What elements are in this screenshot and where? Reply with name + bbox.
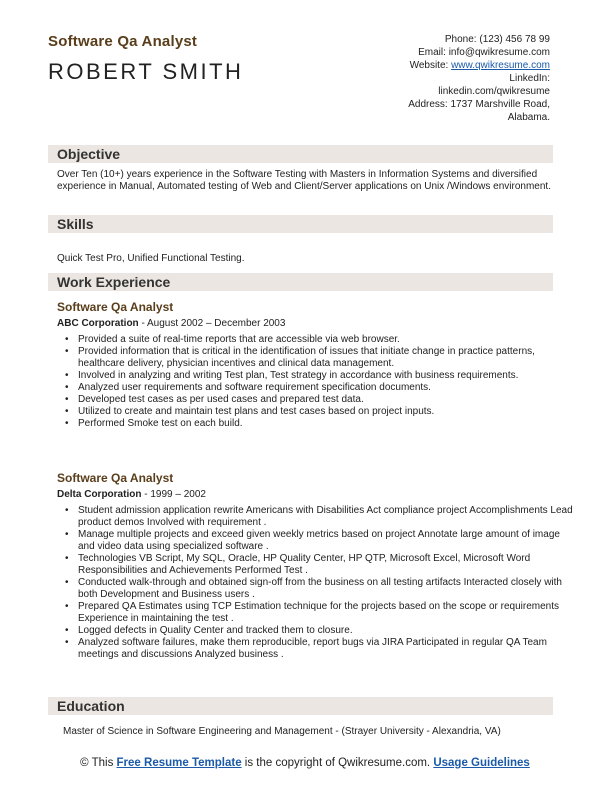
job-2-bullets [57,505,573,661]
list-item: • Analyzed software failures, make them reproducible, report bugs via JIRA Participated in regular QA Team meetings and discussions Analyzed business . [78,637,573,661]
list-item: • Prepared QA Estimates using TCP Estimation technique for the projects based on the scope or requirements Experience in maintaining the test . [78,601,573,625]
skills-text: Quick Test Pro, Unified Functional Testing. [57,253,245,264]
objective-heading: Objective [57,146,121,162]
website-link[interactable]: www.qwikresume.com [451,60,550,71]
list-item: • Manage multiple projects and exceed given weekly metrics based on project Annotate large amount of image and video data using specialized software . [78,529,573,553]
resume-header [48,33,243,85]
job-title: Software Qa Analyst [48,33,198,50]
job-1-company-line [57,318,285,329]
list-item: • Analyzed user requirements and software requirement specification documents. [78,382,573,394]
job-2-dates: - 1999 – 2002 [141,489,206,500]
candidate-name: ROBERT SMITH [48,59,244,84]
contact-phone [340,33,550,46]
address-line2: Alabama. [507,112,550,123]
address-line1: 1737 Marshville Road, [450,99,550,110]
list-item: • Conducted walk-through and obtained sign-off from the business on all testing artifacts Interacted closely with both Development and Business users . [78,577,573,601]
list-item: • Developed test cases as per used cases and prepared test data. [78,394,573,406]
linkedin-value: linkedin.com/qwikresume [438,86,550,97]
email-value: info@qwikresume.com [448,47,550,58]
phone-value: (123) 456 78 99 [479,34,550,45]
objective-section-header [48,145,553,163]
job-1-title: Software Qa Analyst [57,300,174,314]
list-item: • Student admission application rewrite Americans with Disabilities Act compliance project Accomplishments Lead product demos Involved with requirement . [78,505,573,529]
education-heading: Education [57,698,125,714]
address-label: Address: [408,99,448,110]
footer-prefix: © This [80,757,117,769]
skills-section-header [48,215,553,233]
contact-website [340,59,550,72]
work-heading: Work Experience [57,274,171,290]
footer-middle: is the copyright of Qwikresume.com. [241,757,434,769]
skills-heading: Skills [57,216,94,232]
list-item: • Utilized to create and maintain test plans and test cases based on project inputs. [78,406,573,418]
job-2-company-line [57,489,206,500]
list-item: • Performed Smoke test on each build. [78,418,573,430]
website-label: Website: [409,60,449,71]
list-item: • Provided information that is critical in the identification of issues that initiate change in practice patterns, healthcare delivery, physician incentives and clinical data management. [78,346,573,370]
job-1-dates: - August 2002 – December 2003 [138,318,286,329]
email-label: Email: [418,47,446,58]
education-section-header [48,697,553,715]
job-1-bullets [57,334,573,430]
linkedin-label: LinkedIn: [509,73,550,84]
job-1-company: ABC Corporation [57,318,139,329]
objective-text: Over Ten (10+) years experience in the Software Testing with Masters in Information Systems and diversified experience in Manual, Automated testing of Web and Client/Server applications on Unix /Windows environment. [57,169,551,192]
job-2-company: Delta Corporation [57,489,142,500]
footer [60,757,550,770]
job-2-title: Software Qa Analyst [57,471,174,485]
list-item: • Provided a suite of real-time reports that are accessible via web browser. [78,334,573,346]
list-item: • Involved in analyzing and writing Test plan, Test strategy in accordance with business requirements. [78,370,573,382]
free-resume-template-link[interactable]: Free Resume Template [116,757,242,769]
usage-guidelines-link[interactable]: Usage Guidelines [433,757,530,769]
list-item: • Logged defects in Quality Center and tracked them to closure. [78,625,573,637]
work-section-header [48,273,553,291]
contact-email [340,46,550,59]
phone-label: Phone: [444,34,477,45]
contact-address [340,98,550,111]
education-text: Master of Science in Software Engineering and Management - (Strayer University - Alexandria, VA) [63,726,501,737]
list-item: • Technologies VB Script, My SQL, Oracle, HP Quality Center, HP QTP, Microsoft Excel, Microsoft Word Responsibilities and Achievements Performed Test . [78,553,573,577]
contact-block [340,33,550,124]
